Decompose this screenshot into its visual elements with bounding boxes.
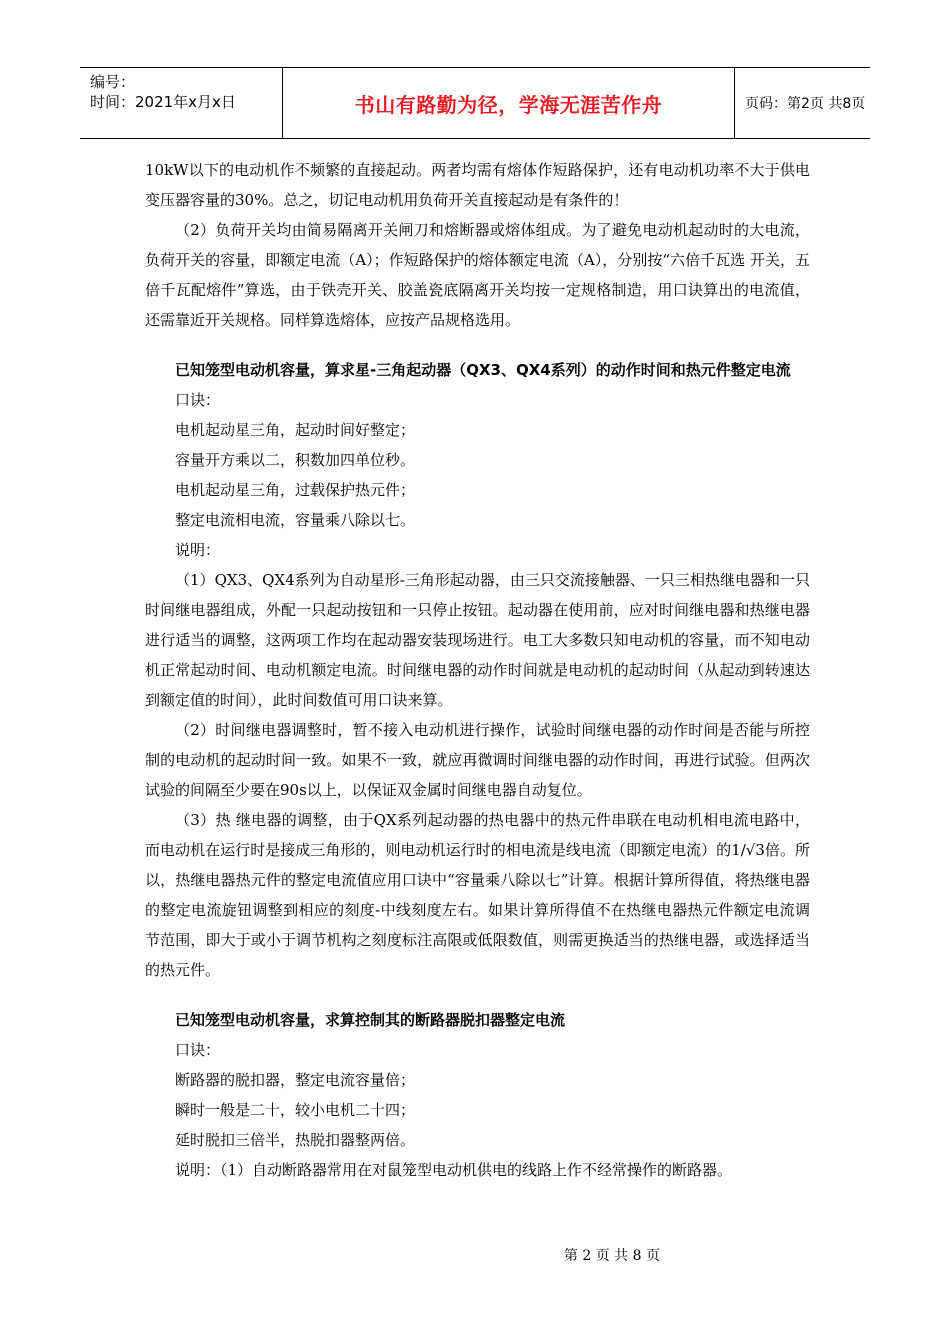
page-header [80, 67, 870, 139]
verse-line: 延时脱扣三倍半，热脱扣器整两倍。 [175, 1131, 416, 1149]
paragraph: （1）QX3、QX4系列为自动星形-三角形起动器，由三只交流接触器、一只三相热继电器和一只时间继电器组成，外配一只起动按钮和一只停止按钮。起动器在使用前，应对时间继电器和热继电器进行适当的调整，这两项工作均在起动器安装现场进行。电工大多数只知电动机的容量，而不知电动机正常起动时间、电动机额定电流。时间继电器的动作时间就是电动机的起动时间（从起动到转速达到额定值的时间），此时间数值可用口诀来算。 [145, 571, 810, 709]
header-page-info [735, 68, 870, 138]
document-body [145, 155, 810, 1185]
section-heading: 已知笼型电动机容量，求算控制其的断路器脱扣器整定电流 [175, 1011, 566, 1029]
verse-line: 瞬时一般是二十，较小电机二十四； [175, 1101, 416, 1119]
paragraph: （2）负荷开关均由简易隔离开关闸刀和熔断器或熔体组成。为了避免电动机起动时的大电流，负荷开关的容量，即额定电流（A）；作短路保护的熔体额定电流（A），分别按“六倍千瓦选 开关，五倍千瓦配熔件”算选，由于铁壳开关、胶盖瓷底隔离开关均按一定规格制造，用口诀算出的电流值，还需靠近开关规格。同样算选熔体，应按产品规格选用。 [145, 221, 810, 329]
motto-text: 书山有路勤为径，学海无涯苦作舟 [354, 92, 663, 117]
paragraph: （3）热 继电器的调整，由于QX系列起动器的热电器中的热元件串联在电动机相电流电路中，而电动机在运行时是接成三角形的，则电动机运行时的相电流是线电流（即额定电流）的1/√3倍。所以，热继电器热元件的整定电流值应用口诀中“容量乘八除以七”计算。根据计算所得值，将热继电器的整定电流旋钮调整到相应的刻度-中线刻度左右。如果计算所得值不在热继电器热元件额定电流调节范围，即大于或小于调节机构之刻度标注高限或低限数值，则需更换适当的热继电器，或选择适当的热元件。 [145, 811, 810, 979]
page-info-text: 页码：第2页 共8页 [745, 96, 866, 112]
header-meta [80, 68, 283, 138]
paragraph: 说明：（1）自动断路器常用在对鼠笼型电动机供电的线路上作不经常操作的断路器。 [175, 1161, 733, 1179]
verse-line: 容量开方乘以二，积数加四单位秒。 [175, 451, 416, 469]
number-label: 编号： [90, 73, 136, 91]
paragraph: （2）时间继电器调整时，暂不接入电动机进行操作，试验时间继电器的动作时间是否能与所控制的电动机的起动时间一致。如果不一致，就应再微调时间继电器的动作时间，再进行试验。但两次试验的间隔至少要在90s以上，以保证双金属时间继电器自动复位。 [145, 721, 810, 799]
verse-line: 电机起动星三角，起动时间好整定； [175, 421, 416, 439]
paragraph: 10kW以下的电动机作不频繁的直接起动。两者均需有熔体作短路保护，还有电动机功率不大于供电变压器容量的30%。总之，切记电动机用负荷开关直接起动是有条件的！ [145, 161, 810, 209]
mnemonic-label: 口诀： [175, 1041, 221, 1059]
verse-line: 断路器的脱扣器，整定电流容量倍； [175, 1071, 416, 1089]
mnemonic-label: 口诀： [175, 391, 221, 409]
time-label: 时间：2021年x月x日 [90, 93, 236, 111]
header-motto-cell [283, 68, 735, 138]
verse-line: 整定电流相电流，容量乘八除以七。 [175, 511, 416, 529]
footer-page-number: 第 2 页 共 8 页 [563, 1248, 660, 1264]
section-heading: 已知笼型电动机容量，算求星-三角起动器（QX3、QX4系列）的动作时间和热元件整定电流 [175, 361, 791, 379]
explanation-label: 说明： [175, 541, 221, 559]
page-footer [0, 1245, 950, 1265]
verse-line: 电机起动星三角，过载保护热元件； [175, 481, 416, 499]
